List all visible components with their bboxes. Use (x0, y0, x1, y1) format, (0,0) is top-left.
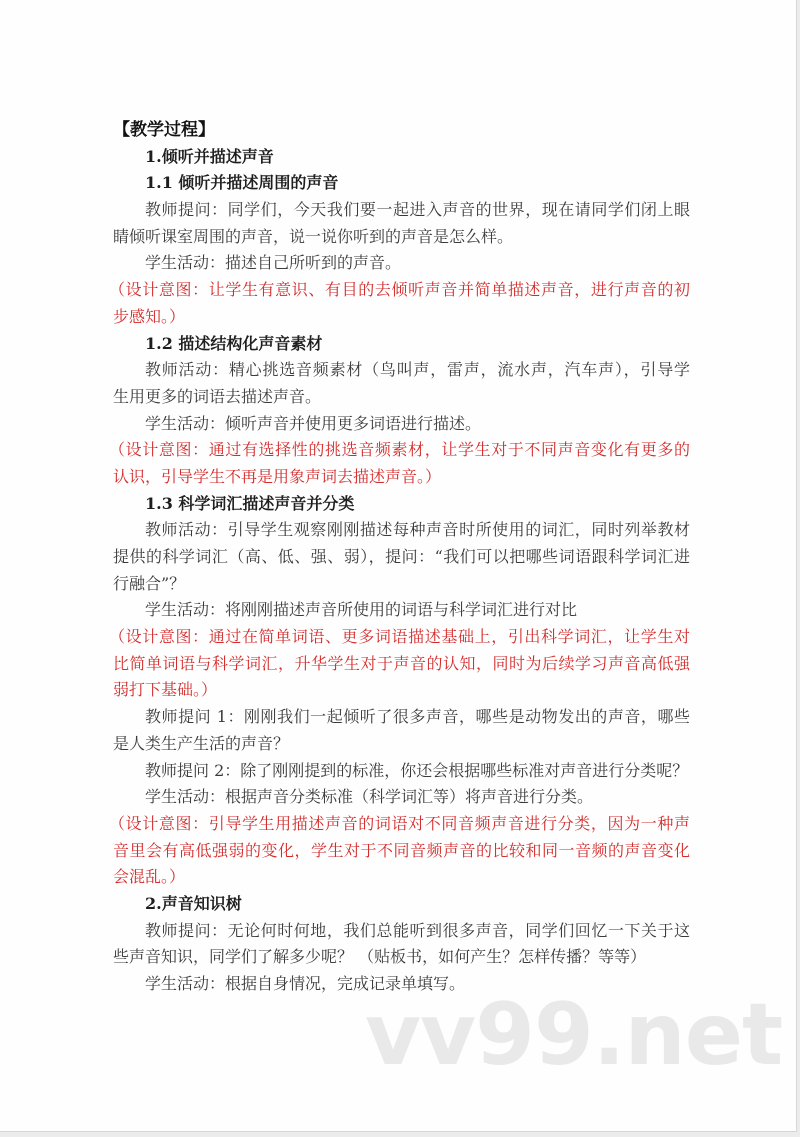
body-paragraph (113, 918, 690, 971)
text-line: （设计意图：通过有选择性的挑选音频素材，让学生对于不同声音变化有更多的 (109, 440, 690, 460)
design-intent-paragraph (109, 437, 690, 490)
text-line: （设计意图：通过在简单词语、更多词语描述基础上，引出科学词汇，让学生对 (109, 627, 690, 647)
body-paragraph (113, 197, 690, 250)
text-line: 是人类生产生活的声音？ (113, 733, 290, 753)
text-line: 比简单词语与科学词汇，升华学生对于声音的认知，同时为后续学习声音高低强 (113, 653, 690, 673)
body-paragraph (113, 411, 690, 438)
text-line: 1.倾听并描述声音 (145, 146, 274, 166)
document-content (109, 117, 690, 998)
text-line: 提供的科学词汇（高、低、强、弱），提问：“我们可以把哪些词语跟科学词汇进 (113, 547, 690, 566)
subheading (113, 331, 690, 358)
text-line: 认识，引导学生不再是用象声词去描述声音。） (113, 466, 442, 486)
body-paragraph (113, 357, 690, 410)
text-line: 行融合”？ (113, 573, 186, 593)
text-line: 2.声音知识树 (145, 893, 242, 913)
text-line: 教师提问：无论何时何地，我们总能听到很多声音，同学们回忆一下关于这 (145, 920, 690, 940)
body-paragraph (113, 784, 690, 811)
text-line: （设计意图：让学生有意识、有目的去倾听声音并简单描述声音，进行声音的初 (109, 280, 690, 300)
text-line: 睛倾听课室周围的声音，说一说你听到的声音是怎么样。 (113, 226, 514, 246)
text-line: 生用更多的词语去描述声音。 (113, 386, 322, 406)
text-line: 会混乱。） (113, 867, 186, 887)
text-line: 学生活动：描述自己所听到的声音。 (145, 253, 402, 273)
text-line: 步感知。） (113, 306, 186, 326)
text-line: （设计意图：引导学生用描述声音的词语对不同音频声音进行分类，因为一种声 (109, 813, 690, 833)
body-paragraph (113, 758, 690, 785)
text-line: 音里会有高低强弱的变化，学生对于不同音频声音的比较和同一音频的声音变化 (113, 840, 690, 860)
text-line: 教师提问 1：刚刚我们一起倾听了很多声音，哪些是动物发出的声音，哪些 (145, 707, 690, 727)
subheading (113, 891, 690, 918)
body-paragraph (113, 597, 690, 624)
text-line: 弱打下基础。） (113, 680, 218, 700)
body-paragraph (113, 250, 690, 277)
text-line: 学生活动：根据声音分类标准（科学词汇等）将声音进行分类。 (145, 787, 594, 807)
text-line: 教师活动：精心挑选音频素材（鸟叫声，雷声，流水声，汽车声），引导学 (145, 360, 690, 380)
text-line: 学生活动：根据自身情况，完成记录单填写。 (145, 974, 466, 993)
text-line: 教师提问：同学们，今天我们要一起进入声音的世界，现在请同学们闭上眼 (145, 200, 690, 220)
watermark: vv99.net (365, 985, 783, 1085)
text-line: 学生活动：倾听声音并使用更多词语进行描述。 (145, 413, 482, 433)
design-intent-paragraph (109, 277, 690, 330)
text-line: 教师活动：引导学生观察刚刚描述每种声音时所使用的词汇，同时列举教材 (145, 520, 690, 540)
subheading (113, 491, 690, 518)
design-intent-paragraph (109, 811, 690, 891)
body-paragraph (113, 704, 690, 757)
text-line: 学生活动：将刚刚描述声音所使用的词语与科学词汇进行对比 (145, 600, 578, 620)
section-title: 【教学过程】 (113, 120, 215, 140)
text-line: 1.2 描述结构化声音素材 (145, 333, 323, 353)
design-intent-paragraph (109, 624, 690, 704)
text-line: 些声音知识，同学们了解多少呢？ （贴板书，如何产生？怎样传播？等等） (113, 947, 647, 967)
text-line: 教师提问 2：除了刚刚提到的标准，你还会根据哪些标准对声音进行分类呢？ (145, 760, 689, 780)
body-paragraph (113, 517, 690, 597)
text-line: 1.3 科学词汇描述声音并分类 (145, 493, 355, 513)
subheading (113, 170, 690, 197)
subheading (113, 144, 690, 171)
text-line: 1.1 倾听并描述周围的声音 (145, 173, 339, 193)
